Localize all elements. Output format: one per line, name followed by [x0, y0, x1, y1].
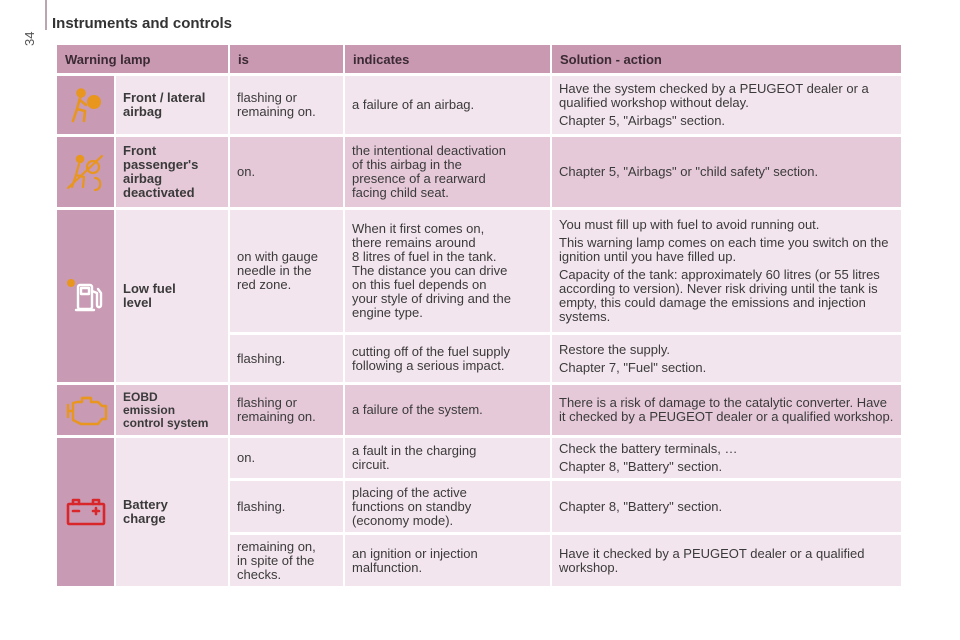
icon-cell	[57, 210, 116, 385]
indicates-cell: an ignition or injection malfunction.	[345, 535, 552, 589]
icon-cell	[57, 76, 116, 137]
table-row	[57, 210, 903, 335]
lamp-name: Front / lateral airbag	[116, 76, 230, 137]
table-row	[57, 137, 903, 210]
table-header-row	[57, 45, 903, 76]
indicates-cell: a fault in the charging circuit.	[345, 438, 552, 481]
state-cell: flashing or remaining on.	[230, 385, 345, 438]
solution-cell: Have it checked by a PEUGEOT dealer or a qualified workshop.	[552, 535, 903, 589]
table-row	[57, 76, 903, 137]
lamp-name: EOBD emission control system	[116, 385, 230, 438]
indicates-cell: cutting off of the fuel supply following a serious impact.	[345, 335, 552, 385]
section-title: Instruments and controls	[52, 15, 233, 32]
state-cell: flashing or remaining on.	[230, 76, 345, 137]
state-cell: flashing.	[230, 335, 345, 385]
solution-cell: There is a risk of damage to the catalytic converter. Have it checked by a PEUGEOT dealer or a qualified workshop.	[552, 385, 903, 438]
solution-cell: Check the battery terminals, … Chapter 8, "Battery" section.	[552, 438, 903, 481]
indicates-cell: the intentional deactivation of this airbag in the presence of a rearward facing child seat.	[345, 137, 552, 210]
lamp-name: Low fuel level	[116, 210, 230, 385]
icon-cell	[57, 438, 116, 589]
engine-icon	[64, 393, 107, 427]
col-header-is: is	[230, 45, 345, 76]
solution-cell: Restore the supply. Chapter 7, "Fuel" section.	[552, 335, 903, 385]
table-row	[57, 385, 903, 438]
solution-cell: Chapter 5, "Airbags" or "child safety" section.	[552, 137, 903, 210]
airbag-icon	[64, 85, 107, 125]
page-number: 34	[22, 31, 37, 46]
airbag-deactivated-icon	[64, 150, 107, 194]
indicates-cell: placing of the active functions on standby (economy mode).	[345, 481, 552, 535]
state-cell: remaining on, in spite of the checks.	[230, 535, 345, 589]
battery-icon	[64, 496, 107, 528]
lamp-name: Battery charge	[116, 438, 230, 589]
col-header-solution: Solution - action	[552, 45, 903, 76]
state-cell: on with gauge needle in the red zone.	[230, 210, 345, 335]
table-row	[57, 438, 903, 481]
col-header-indicates: indicates	[345, 45, 552, 76]
fuel-pump-icon	[64, 273, 107, 319]
icon-cell	[57, 385, 116, 438]
col-header-warning-lamp: Warning lamp	[57, 45, 230, 76]
indicates-cell: a failure of an airbag.	[345, 76, 552, 137]
margin-bar	[45, 0, 47, 30]
state-cell: on.	[230, 137, 345, 210]
solution-cell: Have the system checked by a PEUGEOT dealer or a qualified workshop without delay. Chapter 5, "Airbags" section.	[552, 76, 903, 137]
icon-cell	[57, 137, 116, 210]
state-cell: on.	[230, 438, 345, 481]
lamp-name: Front passenger's airbag deactivated	[116, 137, 230, 210]
solution-cell: Chapter 8, "Battery" section.	[552, 481, 903, 535]
solution-cell: You must fill up with fuel to avoid running out. This warning lamp comes on each time you switch on the ignition until you have filled up. Capacity of the tank: approximately 60 litres (or 55 litres according to version). Never risk driving until the tank is empty, this could damage the emissions and injection systems.	[552, 210, 903, 335]
warning-lamp-table	[57, 45, 903, 589]
state-cell: flashing.	[230, 481, 345, 535]
indicates-cell: a failure of the system.	[345, 385, 552, 438]
indicates-cell: When it first comes on, there remains around 8 litres of fuel in the tank. The distance you can drive on this fuel depends on your style of driving and the engine type.	[345, 210, 552, 335]
